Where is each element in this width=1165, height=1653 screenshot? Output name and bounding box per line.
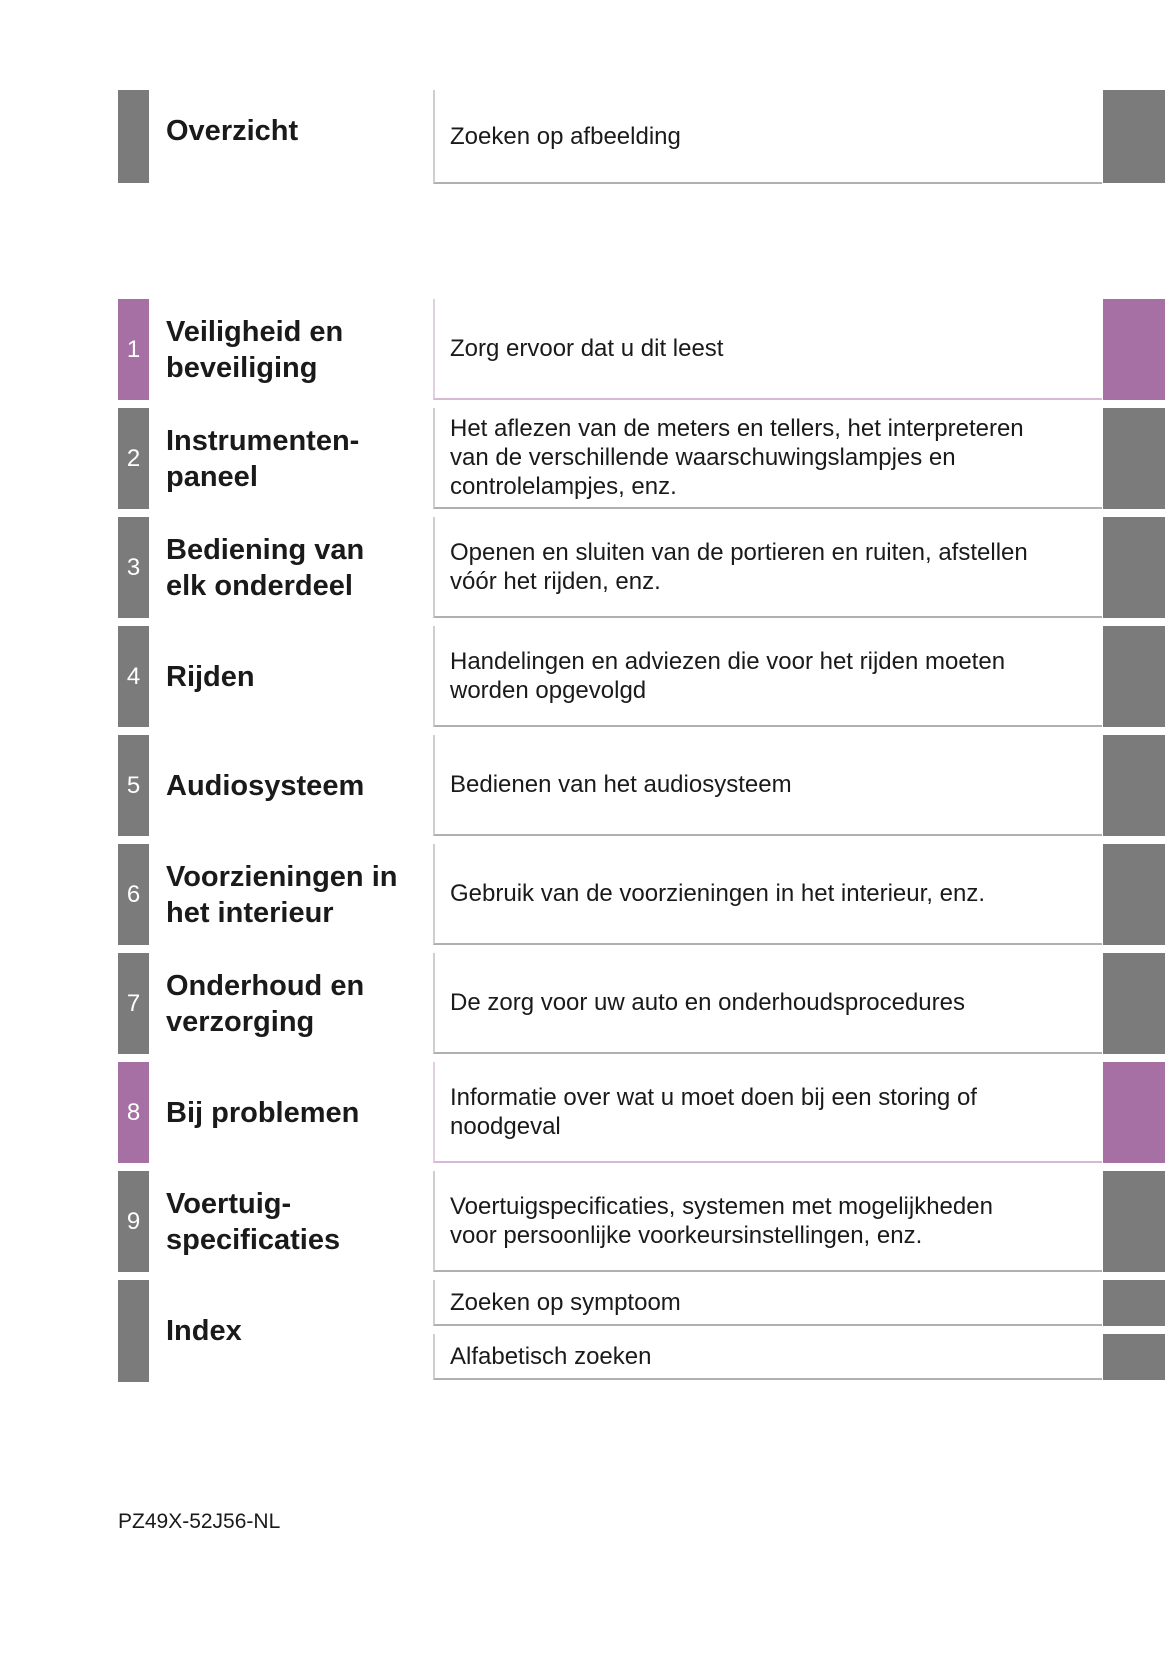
chapter-title-line: Rijden <box>166 660 255 693</box>
chapter-title-line: Veiligheid en <box>166 315 344 348</box>
chapter-tab[interactable] <box>1103 844 1165 945</box>
chapter-desc-line: Voertuigspecificaties, systemen met mogelijkheden <box>450 1192 993 1220</box>
chapter-title-line: specificaties <box>166 1223 341 1256</box>
chapter-tab[interactable] <box>1103 299 1165 400</box>
chapter-desc[interactable] <box>433 953 1102 1054</box>
chapter-desc[interactable] <box>433 299 1102 400</box>
chapter-desc[interactable] <box>433 1171 1102 1272</box>
overview-title[interactable]: Overzicht <box>166 115 299 147</box>
chapter-title[interactable] <box>166 626 426 727</box>
overview-desc[interactable]: Zoeken op afbeelding <box>433 90 1102 184</box>
chapter-title[interactable] <box>166 844 426 945</box>
chapter-title-line: Bij problemen <box>166 1096 360 1129</box>
chapter-desc-text <box>450 647 1005 705</box>
index-tab[interactable] <box>1103 1280 1165 1326</box>
chapter-title-line: Instrumenten- <box>166 424 360 457</box>
chapter-desc-line: De zorg voor uw auto en onderhoudsprocedures <box>450 989 965 1016</box>
chapter-desc-line: Handelingen en adviezen die voor het rijden moeten <box>450 647 1006 675</box>
chapter-title-line: verzorging <box>166 1005 315 1038</box>
overview-bar <box>118 90 149 183</box>
index-bar <box>118 1280 149 1382</box>
chapter-number: 2 <box>126 444 141 472</box>
chapter-tab[interactable] <box>1103 626 1165 727</box>
chapter-title[interactable] <box>166 517 426 618</box>
chapter-desc-text <box>450 538 1028 596</box>
chapter-desc[interactable] <box>433 626 1102 727</box>
chapter-desc-line: Openen en sluiten van de portieren en ruiten, afstellen <box>450 538 1028 566</box>
chapter-desc[interactable] <box>433 408 1102 509</box>
chapter-title-line: Audiosysteem <box>166 769 365 802</box>
chapter-title[interactable] <box>166 1062 426 1163</box>
chapter-number: 6 <box>126 880 141 908</box>
chapter-number: 5 <box>126 771 141 799</box>
overview-tab[interactable] <box>1103 90 1165 183</box>
chapter-title-line: Onderhoud en <box>166 969 365 1002</box>
index-item[interactable]: Alfabetisch zoeken <box>433 1334 1102 1380</box>
chapter-title-line: Voorzieningen in <box>166 860 398 893</box>
chapter-desc[interactable] <box>433 1062 1102 1163</box>
chapter-title[interactable] <box>166 408 426 509</box>
chapter-desc[interactable] <box>433 517 1102 618</box>
chapter-desc-line: Bedienen van het audiosysteem <box>450 771 792 798</box>
chapter-desc-line: vóór het rijden, enz. <box>450 567 661 595</box>
chapter-title-line: Bediening van <box>166 533 365 566</box>
chapter-desc-line: controlelampjes, enz. <box>450 473 677 500</box>
chapter-desc-line: noodgeval <box>450 1112 561 1140</box>
chapter-title-line: beveiliging <box>166 351 318 384</box>
chapter-number: 9 <box>126 1207 141 1235</box>
chapter-desc-line: Gebruik van de voorzieningen in het interieur, enz. <box>450 880 985 907</box>
chapter-title[interactable] <box>166 1171 426 1272</box>
chapter-desc-line: Het aflezen van de meters en tellers, het interpreteren <box>450 415 1024 442</box>
chapter-title[interactable] <box>166 735 426 836</box>
chapter-desc-line: Zorg ervoor dat u dit leest <box>450 335 724 362</box>
index-tab[interactable] <box>1103 1334 1165 1380</box>
chapter-desc[interactable] <box>433 735 1102 836</box>
chapter-title[interactable] <box>166 953 426 1054</box>
chapter-tab[interactable] <box>1103 735 1165 836</box>
chapter-title[interactable] <box>166 299 426 400</box>
chapter-desc-line: van de verschillende waarschuwingslampjes en <box>450 444 956 471</box>
chapter-tab[interactable] <box>1103 953 1165 1054</box>
chapter-number: 7 <box>126 989 141 1017</box>
chapter-number: 3 <box>126 553 141 581</box>
chapter-desc-text <box>450 879 985 908</box>
chapter-desc-line: voor persoonlijke voorkeursinstellingen, enz. <box>450 1221 923 1249</box>
chapter-tab[interactable] <box>1103 1171 1165 1272</box>
chapter-title-line: paneel <box>166 460 258 493</box>
chapter-number: 8 <box>126 1098 141 1126</box>
chapter-tab[interactable] <box>1103 408 1165 509</box>
chapter-tab[interactable] <box>1103 1062 1165 1163</box>
chapter-desc-text <box>450 770 792 799</box>
chapter-title-line: Voertuig- <box>166 1187 292 1220</box>
document-code: PZ49X-52J56-NL <box>118 1510 281 1533</box>
chapter-desc-line: Informatie over wat u moet doen bij een storing of <box>450 1083 977 1111</box>
chapter-desc-text <box>450 414 1024 501</box>
chapter-number: 1 <box>126 335 141 363</box>
chapter-title-line: elk onderdeel <box>166 569 353 602</box>
chapter-desc-text <box>450 1192 993 1250</box>
chapter-desc-text <box>450 1083 977 1141</box>
chapter-desc-text <box>450 988 965 1017</box>
chapter-desc[interactable] <box>433 844 1102 945</box>
chapter-tab[interactable] <box>1103 517 1165 618</box>
chapter-desc-text <box>450 334 723 363</box>
chapter-number: 4 <box>126 662 141 690</box>
chapter-title-line: het interieur <box>166 896 334 929</box>
index-title[interactable]: Index <box>166 1315 242 1347</box>
chapter-desc-line: worden opgevolgd <box>450 676 647 704</box>
index-item[interactable]: Zoeken op symptoom <box>433 1280 1102 1326</box>
